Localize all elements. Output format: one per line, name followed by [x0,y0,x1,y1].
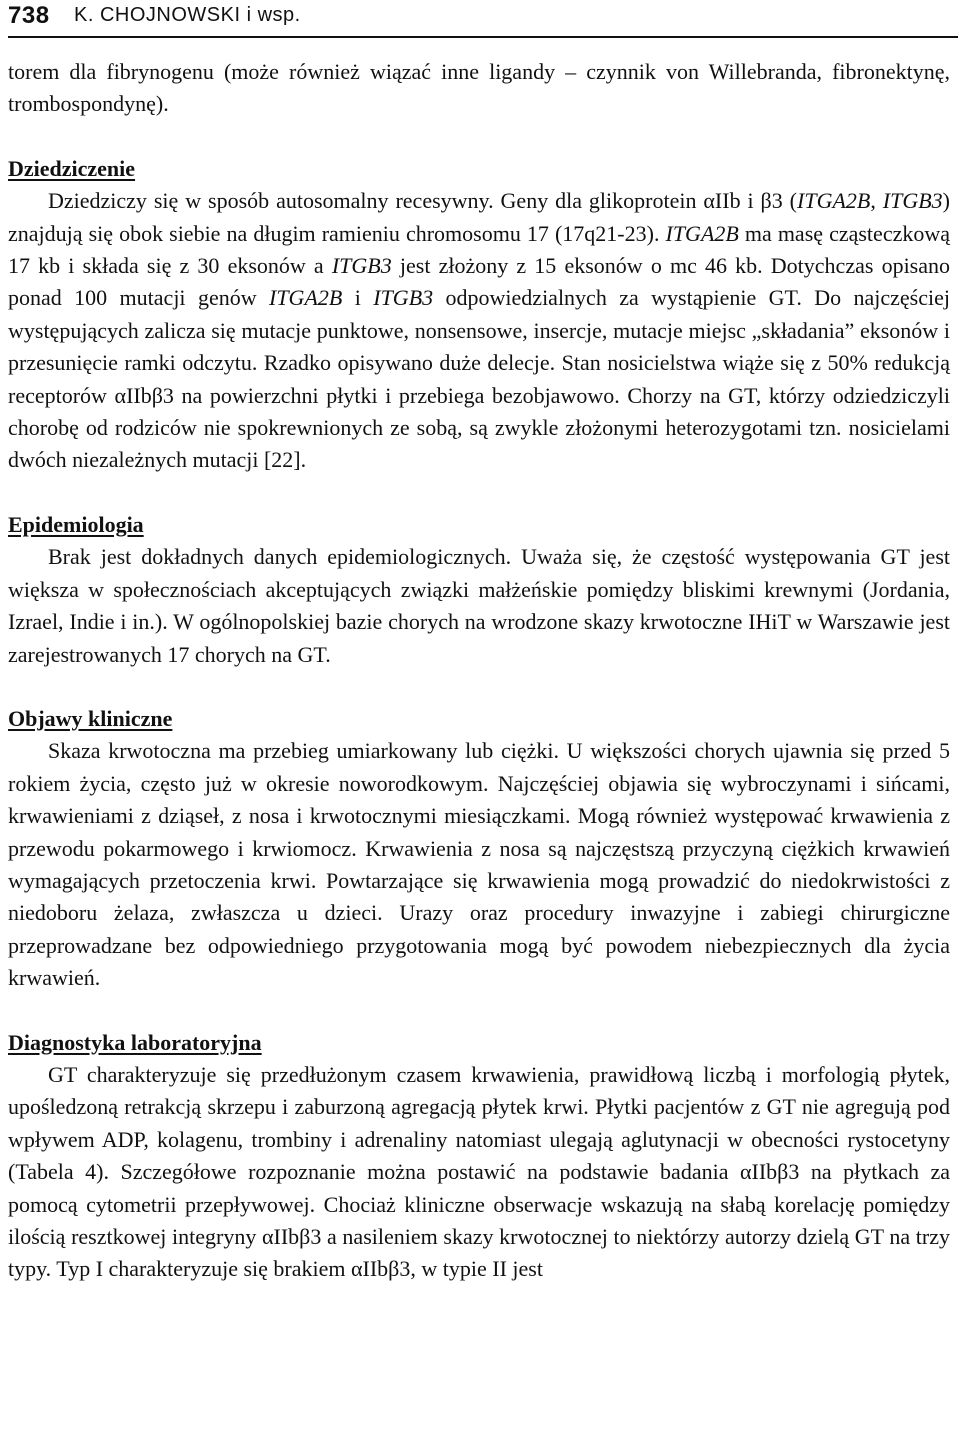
text-run: torem dla fibrynogenu (może również wiązać inne ligandy – czynnik von Willebranda, fibronektynę, trombospondynę). [8,59,950,117]
gene-name: ITGA2B [797,188,871,214]
section-heading: Dziedziczenie [8,155,136,181]
paragraph [8,541,950,671]
text-run: Dziedziczy się w sposób autosomalny recesywny. Geny dla glikoprotein αIIb i β3 ( [48,188,798,214]
text-run: GT charakteryzuje się przedłużonym czasem krwawienia, prawidłową liczbą i morfologią płytek, upośledzoną retrakcją skrzepu i zaburzoną agregacją płytek krwi. Płytki pacjentów z GT nie agregują pod wpływem ADP, kolagenu, trombiny i adrenaliny natomiast ulegają aglutynacji w obecności rystocetyny (Tabela 4). Szczegółowe rozpoznanie można postawić na podstawie badania αIIbβ3 na płytkach za pomocą cytometrii przepływowej. Chociaż kliniczne obserwacje wskazują na słabą korelację pomiędzy ilością resztkowej integryny αIIbβ3 a nasileniem skazy krwotocznej to niektórzy autorzy dzielą GT na trzy typy. Typ I charakteryzuje się brakiem αIIbβ3, w typie II jest [8,1061,950,1282]
text-run: , [870,188,883,214]
text-run: Brak jest dokładnych danych epidemiologicznych. Uważa się, że częstość występowania GT jest większa w społecznościach akceptujących związki małżeńskie pomiędzy bliskimi krewnymi (Jordania, Izrael, Indie i in.). W ogólnopolskiej bazie chorych na wrodzone skazy krwotoczne IHiT w Warszawie jest zarejestrowanych 17 chorych na GT. [8,544,950,667]
section-intro [8,56,950,121]
paragraph [8,1059,950,1286]
article-body [8,56,950,1286]
text-run: ma masę cząsteczkową 17 kb i składa się z 30 eksonów a [8,220,950,279]
gene-name: ITGA2B [665,220,739,246]
running-head: K. CHOJNOWSKI i wsp. [74,4,301,26]
paragraph [8,735,950,994]
text-run: odpowiedzialnych za wystąpienie GT. Do najczęściej występujących zalicza się mutacje punktowe, nonsensowe, insercje, mutacje miejsc „składania” eksonów i przesunięcie ramki odczytu. Rzadko opisywano duże delecje. Stan nosicielstwa wiąże się z 50% redukcją receptorów αIIbβ3 na powierzchni płytki i przebiega bezobjawowo. Chorzy na GT, którzy odziedziczyli chorobę od rodziców nie spokrewnionych ze sobą, są zwykle złożonymi heterozygotami tzn. nosicielami dwóch niezależnych mutacji [22]. [8,285,950,473]
section-heading: Epidemiologia [8,511,144,537]
header-rule [8,36,958,38]
gene-name: ITGB3 [331,253,392,279]
text-run: jest złożony z 15 eksonów o mc 46 kb. Dotychczas opisano ponad 100 mutacji genów [8,253,951,311]
section-epidemiologia [8,509,950,671]
section-heading: Diagnostyka laboratoryjna [8,1029,262,1055]
gene-name: ITGB3 [882,188,943,214]
section-dziedziczenie [8,153,950,477]
text-run: Skaza krwotoczna ma przebieg umiarkowany lub ciężki. U większości chorych ujawnia się przed 5 rokiem życia, często już w okresie noworodkowym. Najczęściej objawia się wybroczynami i sińcami, krwawieniami z dziąseł, z nosa i krwotocznymi miesiączkami. Mogą również występować krwawienia z przewodu pokarmowego i krwiomocz. Krwawienia z nosa są najczęstszą przyczyną ciężkich krwawień wymagających przetoczenia krwi. Powtarzające się krwawienia mogą prowadzić do niedokrwistości z niedoboru żelaza, zwłaszcza u dzieci. Urazy oraz procedury inwazyjne i zabiegi chirurgiczne przeprowadzane bez odpowiedniego przygotowania mogą być powodem niebezpiecznych dla życia krwawień. [8,738,950,991]
section-heading: Objawy kliniczne [8,705,173,731]
paragraph [8,56,950,121]
section-diagnostyka [8,1027,950,1286]
page-number: 738 [8,2,50,29]
text-run: i [342,285,374,311]
page-header [8,0,958,30]
section-objawy [8,703,950,995]
gene-name: ITGB3 [373,285,434,311]
gene-name: ITGA2B [269,285,343,311]
paragraph [8,185,950,477]
text-run: ) znajdują się obok siebie na długim ramieniu chromosomu 17 (17q21-23). [8,188,950,246]
